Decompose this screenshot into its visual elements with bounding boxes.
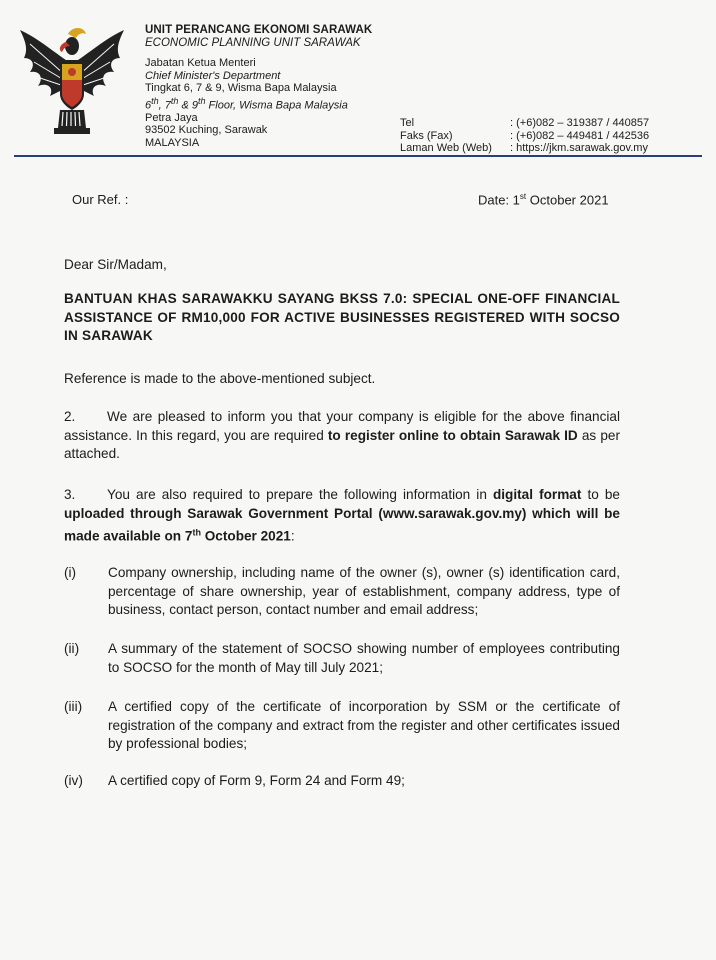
list-text: A certified copy of Form 9, Form 24 and Form 49;	[108, 773, 405, 788]
contact-row-tel	[400, 117, 649, 130]
contact-label: Laman Web (Web)	[400, 142, 492, 154]
list-number: (iv)	[64, 773, 83, 788]
contact-value: : https://jkm.sarawak.gov.my	[510, 142, 648, 154]
letterhead	[145, 24, 395, 149]
paragraph-3: 3. You are also required to prepare the following information in digital format to be uploaded through Sarawak Government Portal (www.sarawak.gov.my) which will be made available on 7th October 2021:	[64, 487, 620, 544]
org-name: UNIT PERANCANG EKONOMI SARAWAK	[145, 24, 373, 36]
reference-paragraph: Reference is made to the above-mentioned subject.	[64, 371, 376, 386]
our-ref: Our Ref. :	[72, 192, 129, 207]
list-number: (ii)	[64, 641, 80, 656]
list-text: Company ownership, including name of the owner (s), owner (s) identification card, percentage of share ownership, year of establishment, company address, type of business, contact person, contact number and email address;	[108, 565, 620, 617]
org-name-en: ECONOMIC PLANNING UNIT SARAWAK	[145, 36, 361, 49]
address-line-5: MALAYSIA	[145, 136, 200, 149]
list-number: (iii)	[64, 699, 83, 714]
contact-label: Tel	[400, 117, 415, 129]
address-line-4: 93502 Kuching, Sarawak	[145, 124, 268, 137]
salutation: Dear Sir/Madam,	[64, 257, 167, 272]
sarawak-crest-icon	[16, 24, 128, 140]
dept: Jabatan Ketua Menteri	[145, 57, 256, 69]
contact-value: : (+6)082 – 319387 / 440857	[510, 117, 650, 129]
contact-value: : (+6)082 – 449481 / 442536	[510, 129, 650, 142]
list-text: A summary of the statement of SOCSO showing number of employees contributing to SOCSO for the month of May till July 2021;	[108, 641, 620, 675]
list-item	[64, 772, 620, 791]
contact-row-web	[400, 142, 649, 155]
list-number: (i)	[64, 565, 77, 580]
letter-date: Date: 1st October 2021	[478, 192, 609, 208]
dept-en: Chief Minister's Department	[145, 69, 281, 82]
contact-label: Faks (Fax)	[400, 129, 453, 142]
contact-block	[400, 117, 649, 155]
subject-heading: BANTUAN KHAS SARAWAKKU SAYANG BKSS 7.0: SPECIAL ONE-OFF FINANCIAL ASSISTANCE OF RM10,000 FOR ACTIVE BUSINESSES REGISTERED WITH SOCSO IN SARAWAK	[64, 291, 620, 343]
paragraph-2: 2. We are pleased to inform you that your company is eligible for the above financial assistance. In this regard, you are required to register online to obtain Sarawak ID as per attached.	[64, 409, 620, 461]
address-line-1: Tingkat 6, 7 & 9, Wisma Bapa Malaysia	[145, 82, 337, 94]
list-item	[64, 640, 620, 677]
list-text: A certified copy of the certificate of incorporation by SSM or the certificate of registration of the company and extract from the register and other certificates issued by professional bodies;	[108, 699, 620, 751]
letterhead-divider	[14, 155, 702, 157]
address-line-3: Petra Jaya	[145, 111, 198, 124]
list-item	[64, 564, 620, 620]
address-line-2: 6th, 7th & 9th Floor, Wisma Bapa Malaysia	[145, 95, 348, 112]
list-item	[64, 698, 620, 754]
contact-row-fax	[400, 130, 649, 143]
